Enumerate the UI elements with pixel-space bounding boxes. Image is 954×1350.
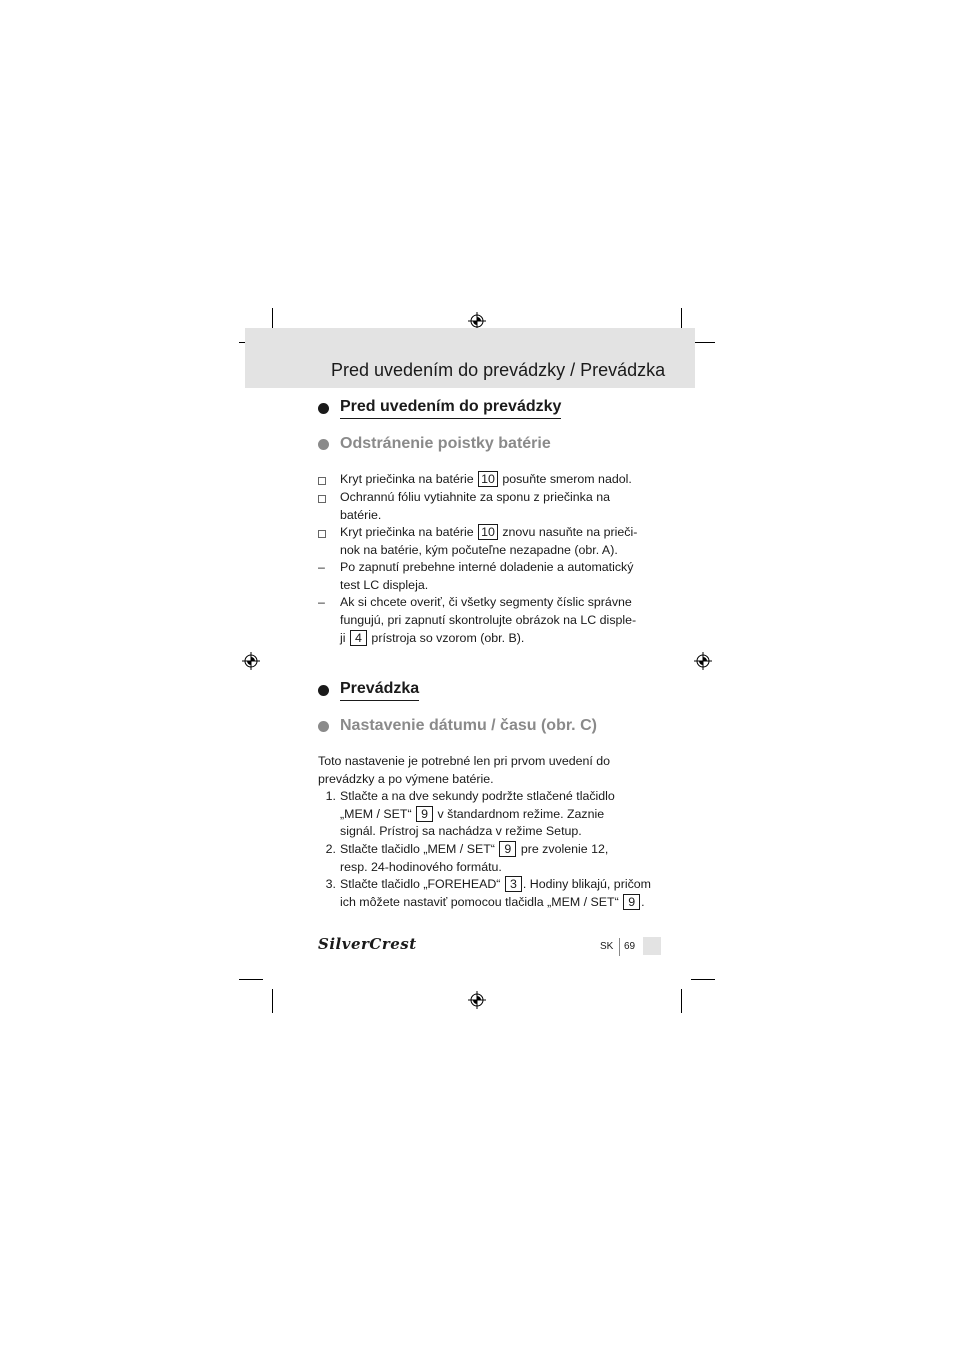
registration-mark-icon: [242, 652, 260, 670]
part-reference: 10: [478, 524, 498, 540]
list-item-line: „MEM / SET“ 9 v štandardnom režime. Zaznie: [340, 807, 605, 821]
list-item-line: Kryt priečinka na batérie 10 znovu nasuňte na prieči-: [340, 525, 638, 539]
list-item-line: Kryt priečinka na batérie 10 posuňte smerom nadol.: [340, 472, 632, 486]
bullet-icon: [318, 685, 329, 696]
page-number: 69: [624, 941, 636, 952]
list-item-line: ich môžete nastaviť pomocou tlačidla „MEM / SET“ 9 .: [340, 895, 645, 909]
intro-text: Toto nastavenie je potrebné len pri prvom uvedení do: [318, 754, 611, 768]
registration-mark-icon: [694, 652, 712, 670]
list-item-line: Po zapnutí prebehne interné doladenie a automatický: [340, 560, 634, 574]
part-reference: 4: [350, 630, 367, 646]
list-item-line: test LC displeja.: [340, 578, 429, 592]
bullet-icon: [318, 721, 329, 732]
list-item-line: ji 4 prístroja so vzorom (obr. B).: [340, 631, 525, 645]
list-item-line: Stlačte a na dve sekundy podržte stlačené tlačidlo: [340, 789, 615, 803]
page-tab: [643, 937, 661, 955]
brand-logo: SilverCrest: [318, 935, 417, 953]
part-reference: 3: [505, 876, 522, 892]
bullet-icon: [318, 439, 329, 450]
list-item-line: Stlačte tlačidlo „MEM / SET“ 9 pre zvolenie 12,: [340, 842, 609, 856]
checkbox-bullet-icon: [318, 530, 326, 538]
crop-mark: [691, 979, 715, 980]
registration-mark-icon: [468, 991, 486, 1009]
bullet-icon: [318, 403, 329, 414]
section-heading: Prevádzka: [318, 680, 419, 701]
subsection-heading: Nastavenie dátumu / času (obr. C): [318, 717, 597, 735]
checkbox-bullet-icon: [318, 495, 326, 503]
part-reference: 10: [478, 471, 498, 487]
footer-divider: [619, 938, 620, 956]
crop-mark: [272, 989, 273, 1013]
dash-bullet: –: [318, 595, 325, 609]
list-item-line: resp. 24-hodinového formátu.: [340, 860, 502, 874]
list-item-line: nok na batérie, kým počuteľne nezapadne (obr. A).: [340, 543, 618, 557]
section-heading: Pred uvedením do prevádzky: [318, 398, 561, 419]
language-code: SK: [600, 941, 614, 952]
checkbox-bullet-icon: [318, 477, 326, 485]
crop-mark: [239, 979, 263, 980]
step-number: 3.: [325, 877, 336, 891]
list-item-line: Ochrannú fóliu vytiahnite za sponu z priečinka na: [340, 490, 610, 504]
part-reference: 9: [499, 841, 516, 857]
crop-mark: [681, 989, 682, 1013]
page-title: Pred uvedením do prevádzky / Prevádzka: [331, 360, 666, 380]
list-item-line: signál. Prístroj sa nachádza v režime Setup.: [340, 824, 582, 838]
list-item-line: batérie.: [340, 508, 382, 522]
part-reference: 9: [416, 806, 433, 822]
subsection-heading: Odstránenie poistky batérie: [318, 435, 551, 453]
list-item-line: Stlačte tlačidlo „FOREHEAD“ 3 . Hodiny blikajú, pričom: [340, 877, 651, 891]
dash-bullet: –: [318, 560, 325, 574]
intro-text: prevádzky a po výmene batérie.: [318, 772, 494, 786]
list-item-line: fungujú, pri zapnutí skontrolujte obrázok na LC disple-: [340, 613, 637, 627]
part-reference: 9: [623, 894, 640, 910]
step-number: 1.: [325, 789, 336, 803]
list-item-line: Ak si chcete overiť, či všetky segmenty číslic správne: [340, 595, 632, 609]
step-number: 2.: [325, 842, 336, 856]
